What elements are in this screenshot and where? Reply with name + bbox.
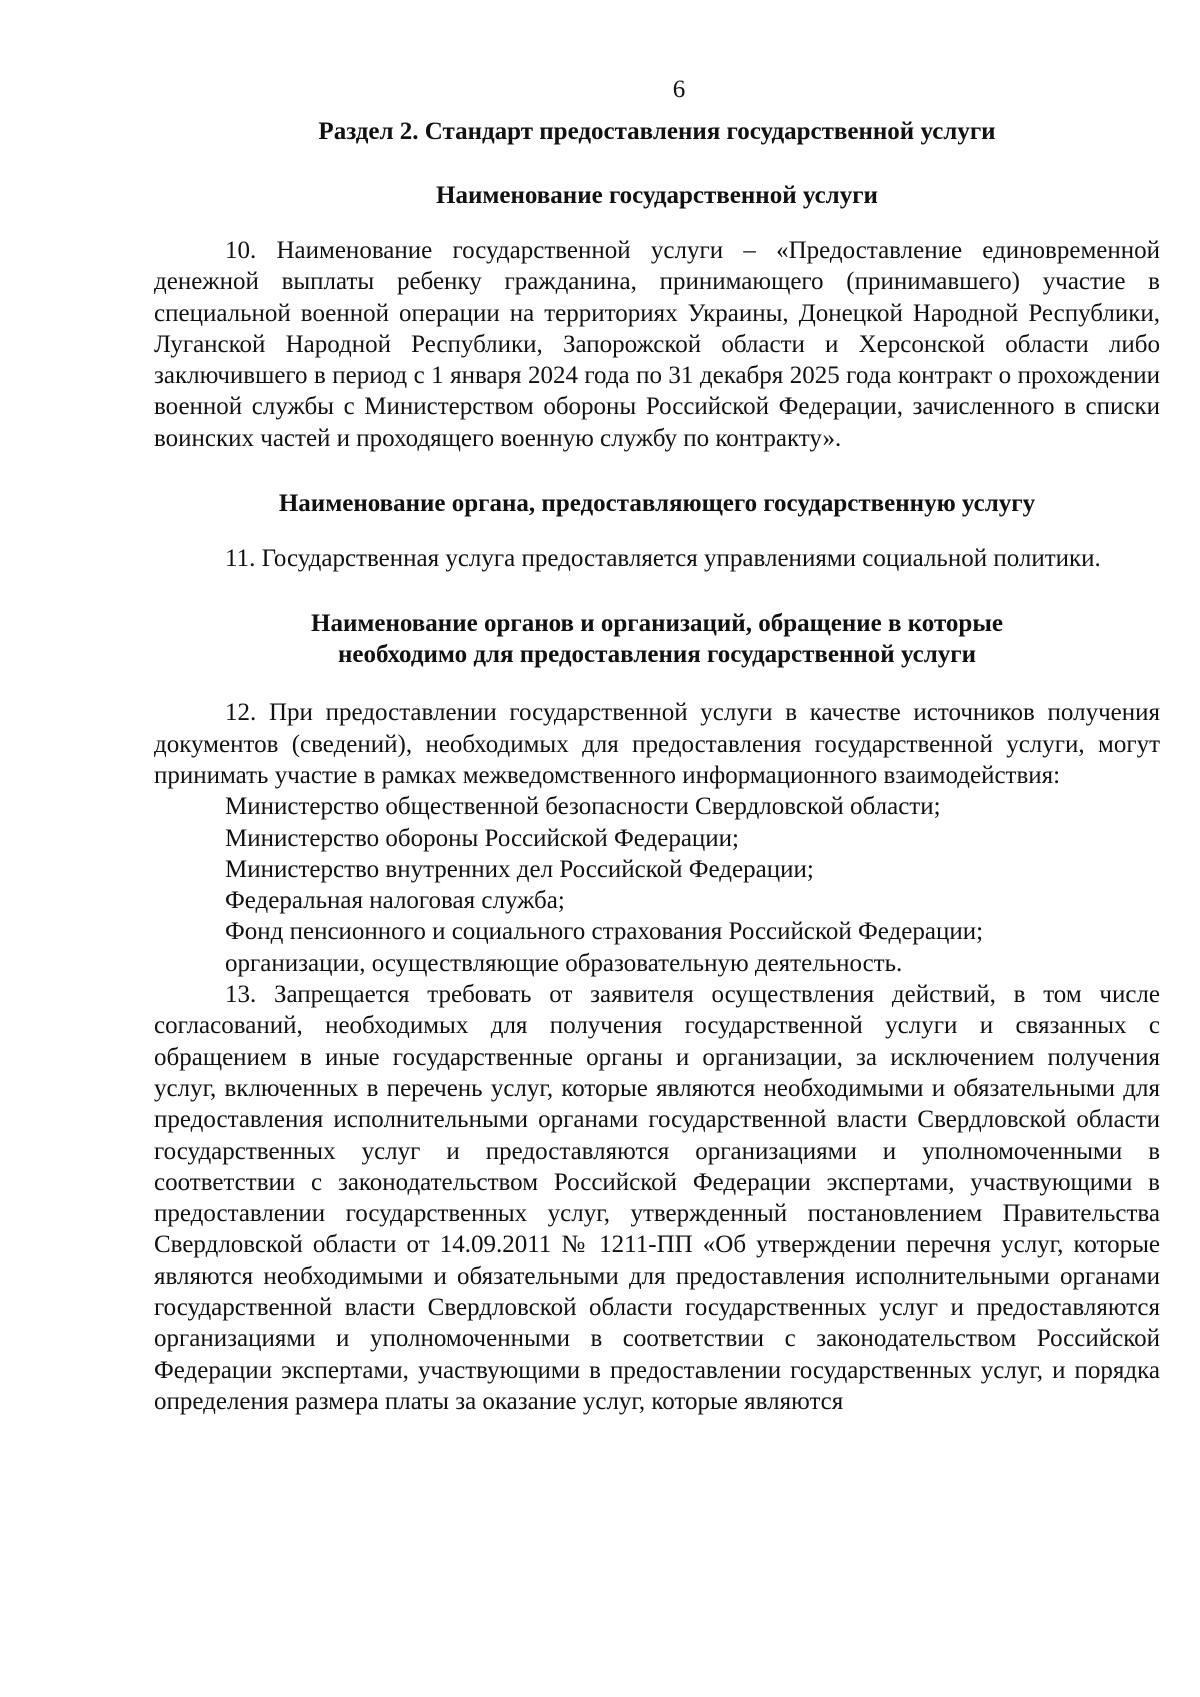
document-page [154,70,1160,1417]
paragraph-11: 11. Государственная услуга предоставляется управлениями социальной политики. [225,545,1101,573]
heading-organizations [154,608,1160,670]
list-item: Федеральная налоговая служба; [225,887,565,915]
list-item: Министерство общественной безопасности Свердловской области; [225,793,941,821]
heading-organizations-line2: необходимо для предоставления государственной услуги [337,641,977,669]
section-title: Раздел 2. Стандарт предоставления государственной услуги [318,118,996,145]
heading-service-name: Наименование государственной услуги [436,182,878,209]
paragraph-12: 12. При предоставлении государственной услуги в качестве источников получения документов (сведений), необходимых для предоставления государственной услуги, могут принимать участие в рамках межведомственного информационного взаимодействия: [154,699,1160,789]
list-item: организации, осуществляющие образовательную деятельность. [225,949,903,977]
heading-authority: Наименование органа, предоставляющего государственную услугу [278,490,1036,518]
page-number: 6 [672,76,686,103]
paragraph-13: 13. Запрещается требовать от заявителя осуществления действий, в том числе согласований, необходимых для получения государственной услуги и связанных с обращением в иные государственные органы и организации, за исключением получения услуг, включенных в перечень услуг, которые являются необходимыми и обязательными для предоставления исполнительными органами государственной власти Свердловской области государственных услуг и предоставляются организациями и уполномоченными в соответствии с законодательством Российской Федерации экспертами, участвующими в предоставлении государственных услуг, утвержденный постановлением Правительства Свердловской области от 14.09.2011 № 1211-ПП «Об утверждении перечня услуг, которые являются необходимыми и обязательными для предоставления исполнительными органами государственной власти Свердловской области государственных услуг и предоставляются организациями и уполномоченными в соответствии с законодательством Российской Федерации экспертами, участвующими в предоставлении государственных услуг, и порядка определения размера платы за оказание услуг, которые являются [154,981,1160,1415]
list-item: Министерство обороны Российской Федерации; [225,824,740,852]
paragraph-10: 10. Наименование государственной услуги – «Предоставление единовременной денежной выплаты ребенку гражданина, принимающего (принимавшего) участие в специальной военной операции на территориях Украины, Донецкой Народной Республики, Луганской Народной Республики, Запорожской области и Херсонской области либо заключившего в период с 1 января 2024 года по 31 декабря 2025 года контракт о прохождении военной службы с Министерством обороны Российской Федерации, зачисленного в списки воинских частей и проходящего военную службу по контракту». [154,237,1160,452]
agency-list [154,791,1160,979]
list-item: Министерство внутренних дел Российской Федерации; [225,855,814,883]
heading-organizations-line1: Наименование органов и организаций, обращение в которые [311,610,1003,638]
list-item: Фонд пенсионного и социального страхования Российской Федерации; [225,918,984,946]
